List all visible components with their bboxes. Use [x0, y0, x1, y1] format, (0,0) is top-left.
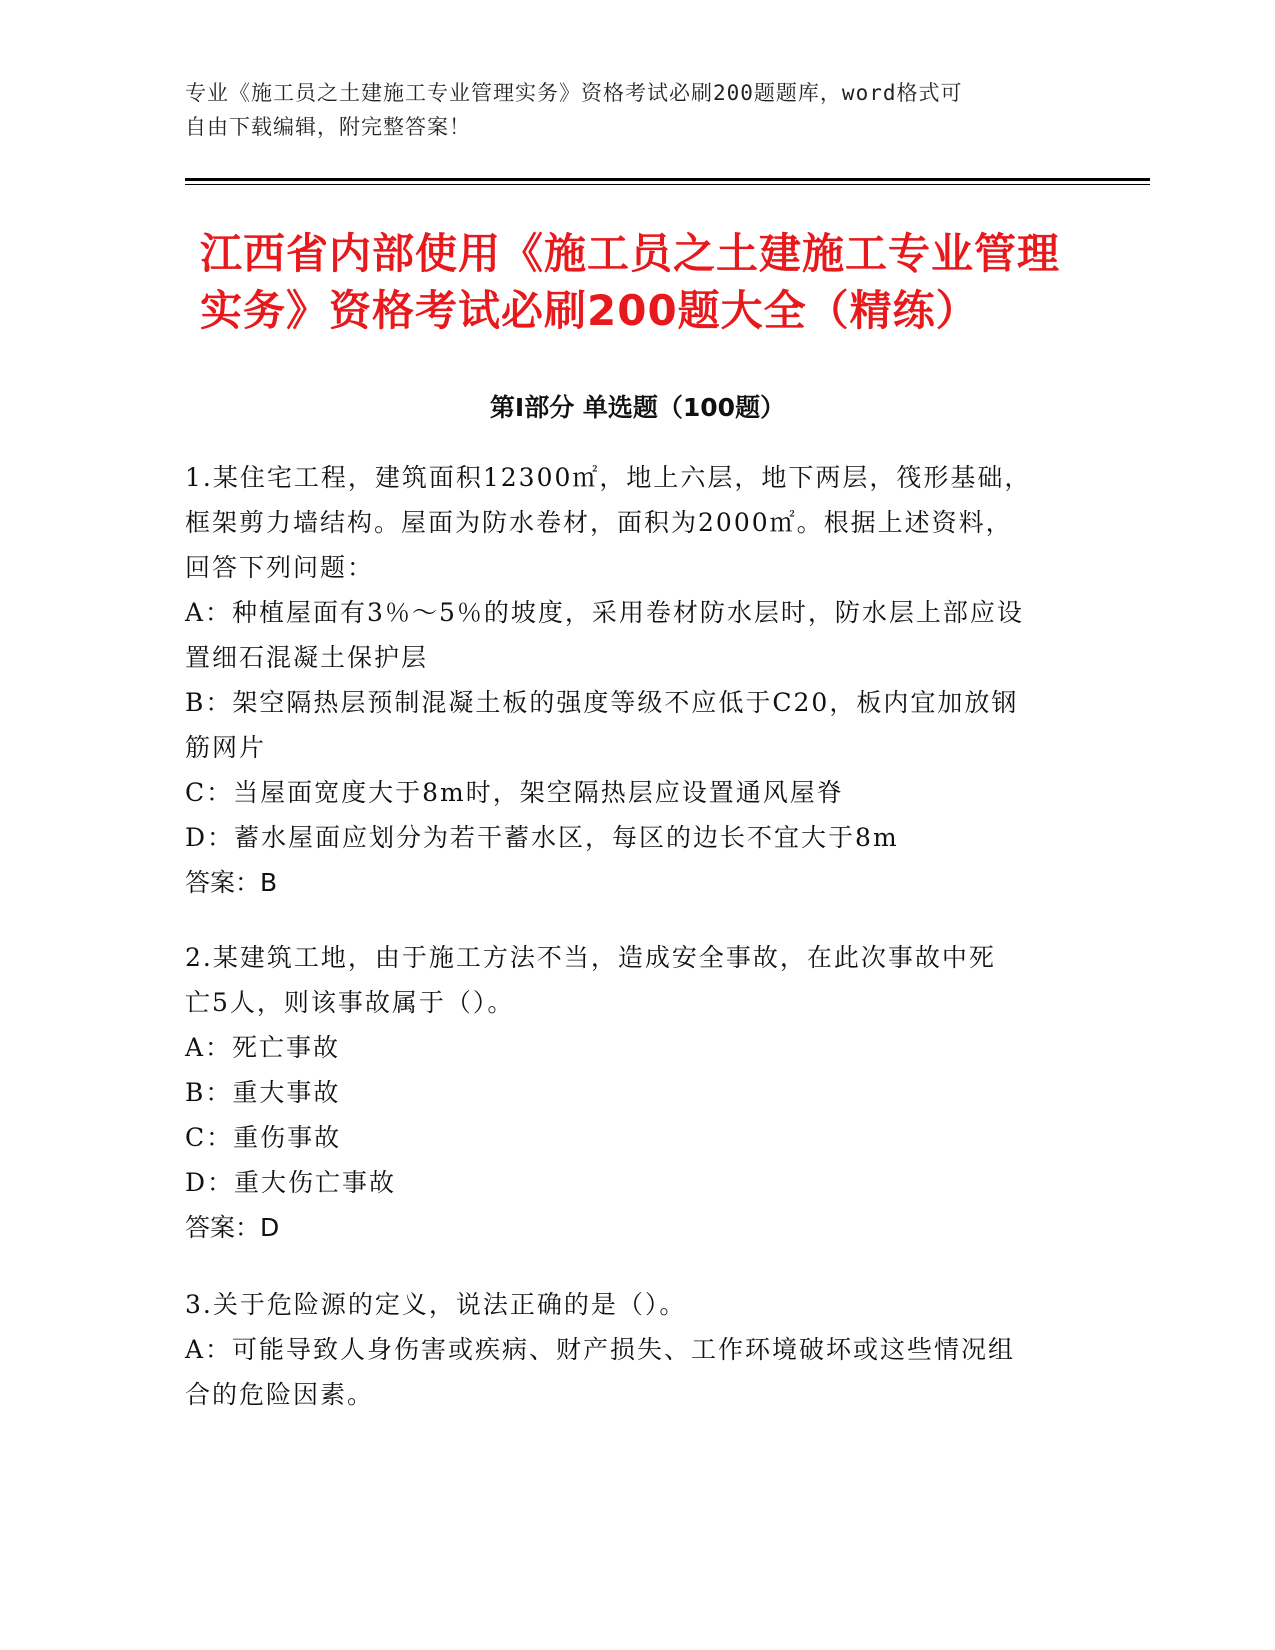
option-b: B：架空隔热层预制混凝土板的强度等级不应低于C20，板内宜加放钢	[185, 688, 1019, 717]
option-a: A：死亡事故	[185, 1033, 341, 1062]
section-heading: 第I部分 单选题（100题）	[489, 393, 786, 422]
answer: 答案：B	[185, 868, 278, 897]
option-d: D：重大伤亡事故	[185, 1168, 397, 1197]
header-divider-thin	[185, 184, 1150, 185]
option-a: A：可能导致人身伤害或疾病、财产损失、工作环境破坏或这些情况组	[185, 1335, 1016, 1364]
option-a-continued: 合的危险因素。	[185, 1380, 375, 1409]
question-stem-line: 1.某住宅工程，建筑面积12300㎡，地上六层，地下两层，筏形基础，	[185, 463, 1032, 492]
question-stem-line: 框架剪力墙结构。屋面为防水卷材，面积为2000㎡。根据上述资料，	[185, 508, 1013, 537]
question-3	[185, 1282, 1085, 1417]
question-stem-line: 亡5人，则该事故属于（）。	[185, 988, 515, 1017]
question-stem-line: 3.关于危险源的定义，说法正确的是（）。	[185, 1290, 687, 1319]
option-c: C：重伤事故	[185, 1123, 342, 1152]
document-title: 江西省内部使用《施工员之土建施工专业管理实务》资格考试必刷200题大全（精练）	[200, 229, 1061, 335]
answer: 答案：D	[185, 1213, 280, 1242]
question-1	[185, 455, 1085, 905]
option-a: A：种植屋面有3％～5％的坡度，采用卷材防水层时，防水层上部应设	[185, 598, 1024, 627]
option-d: D：蓄水屋面应划分为若干蓄水区，每区的边长不宜大于8m	[185, 823, 899, 852]
option-a-continued: 置细石混凝土保护层	[185, 643, 429, 672]
option-b: B：重大事故	[185, 1078, 341, 1107]
question-stem-line: 回答下列问题：	[185, 553, 375, 582]
option-c: C：当屋面宽度大于8m时，架空隔热层应设置通风屋脊	[185, 778, 844, 807]
header-divider-thick	[185, 178, 1150, 181]
header-note-line-2: 自由下载编辑，附完整答案！	[185, 115, 471, 139]
header-note-line-1: 专业《施工员之土建施工专业管理实务》资格考试必刷200题题库，word格式可	[185, 81, 963, 105]
option-b-continued: 筋网片	[185, 733, 267, 762]
header-note	[185, 76, 1085, 144]
question-stem-line: 2.某建筑工地，由于施工方法不当，造成安全事故，在此次事故中死	[185, 943, 996, 972]
question-2	[185, 935, 1085, 1250]
